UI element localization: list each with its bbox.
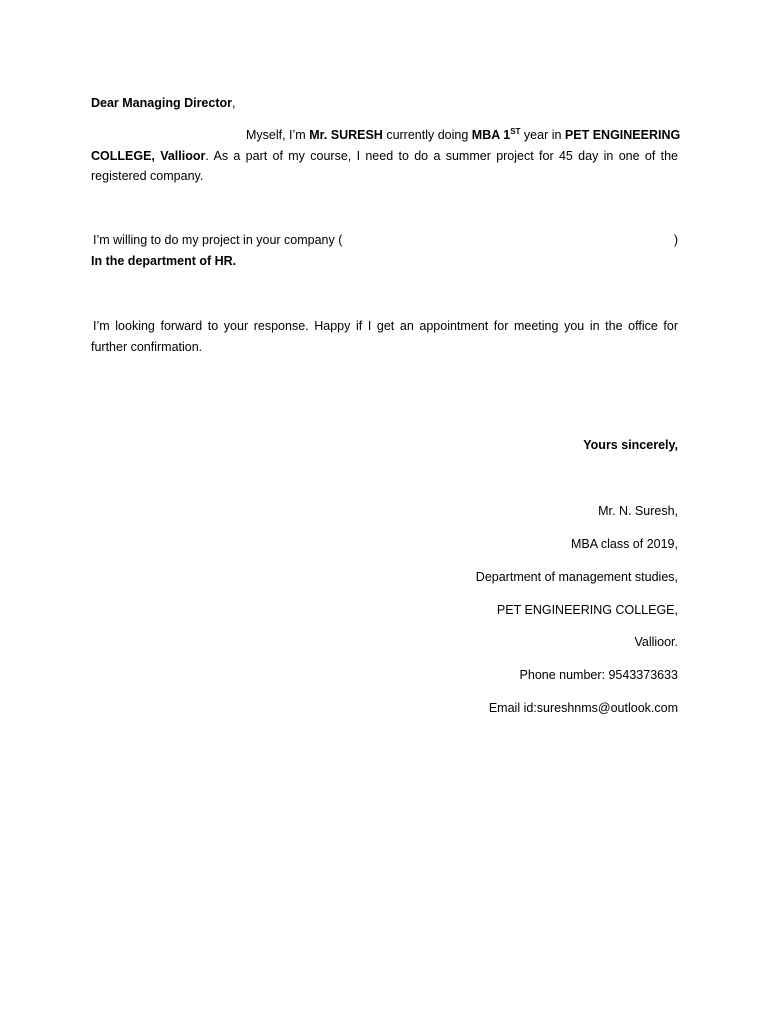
paragraph-2-line-1 (91, 232, 678, 248)
signature-phone: Phone number: 9543373633 (519, 668, 678, 682)
closing-text: Yours sincerely, (583, 438, 678, 452)
p1-year-in: year in (520, 128, 565, 142)
paragraph-1-line-2 (91, 148, 678, 164)
p1-name: Mr. SURESH (309, 128, 383, 142)
salutation-comma: , (232, 96, 236, 110)
p2-close-paren: ) (673, 233, 678, 247)
paragraph-3-line-1: I’m looking forward to your response. Happy if I get an appointment for meeting you in the office for (93, 319, 678, 333)
p2-dept: HR. (214, 254, 237, 268)
signature-college: PET ENGINEERING COLLEGE, (496, 603, 678, 617)
paragraph-1-line-1 (91, 126, 681, 143)
signature-department: Department of management studies, (475, 570, 678, 584)
paragraph-3-line-2: further confirmation. (91, 340, 203, 354)
signature-email: Email id:sureshnms@outlook.com (488, 701, 678, 715)
paragraph-2-line-2 (91, 253, 678, 269)
p1-doing: currently doing (382, 128, 472, 142)
signature-town: Vallioor. (634, 635, 678, 649)
salutation (91, 95, 678, 111)
p1-mba-text: MBA 1 (471, 128, 511, 142)
p1-college-part1: PET ENGINEERING (564, 128, 681, 142)
paragraph-1-line-3: registered company. (91, 169, 204, 183)
signature-name: Mr. N. Suresh, (598, 504, 678, 518)
p1-ordinal-sup: ST (510, 126, 521, 136)
signature-class: MBA class of 2019, (570, 537, 678, 551)
p1-myself: Myself, I’m (246, 128, 310, 142)
salutation-text: Dear Managing Director (91, 96, 233, 110)
closing (91, 437, 678, 453)
p2-willing: I’m willing to do my project in your company ( (93, 233, 343, 247)
p2-dept-prefix: In the department of (91, 254, 215, 268)
p1-college-part2: COLLEGE, Vallioor (91, 149, 206, 163)
p1-course-text: . As a part of my course, I need to do a summer project for 45 day in one of the (205, 149, 678, 163)
p1-mba (472, 128, 521, 142)
